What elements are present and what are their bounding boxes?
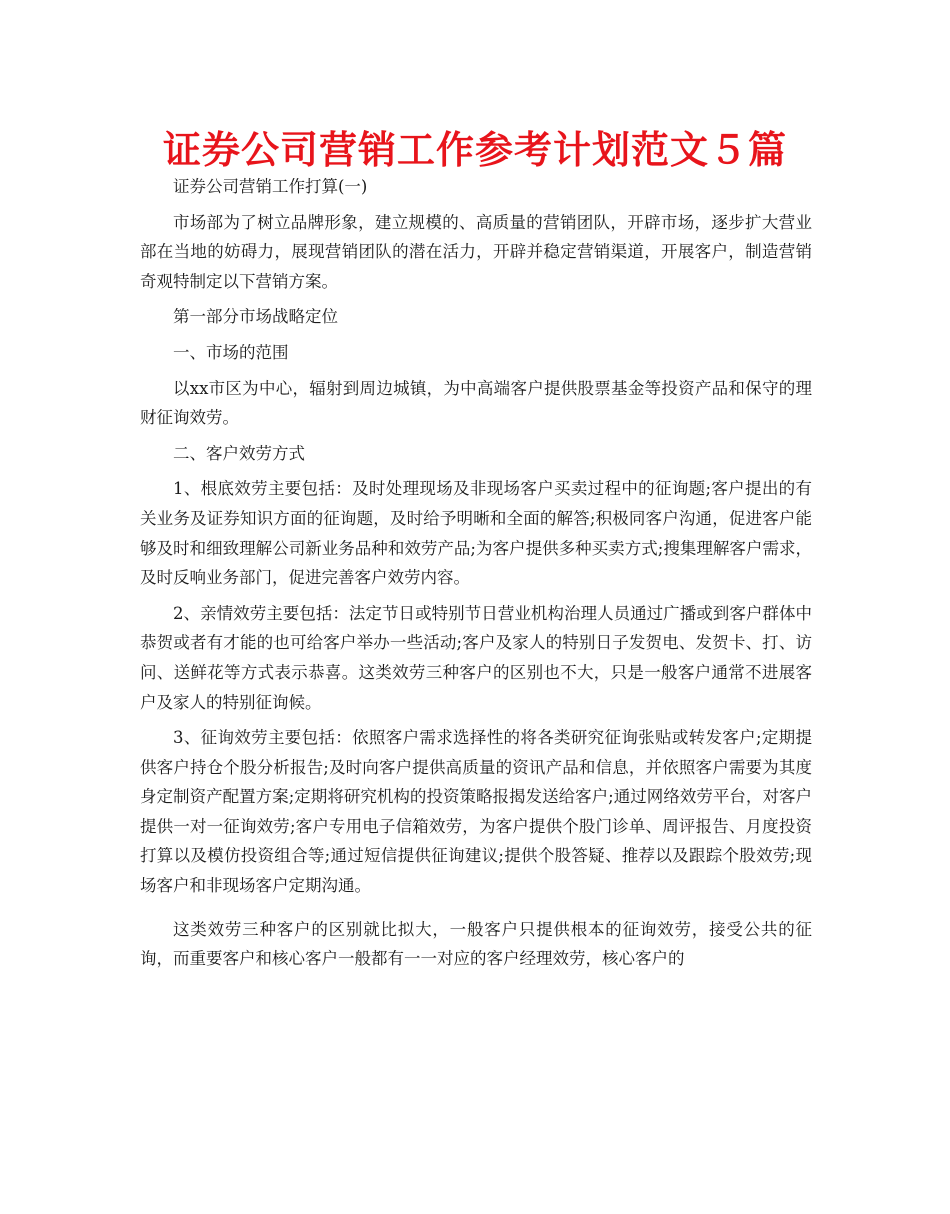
paragraph-consulting-service: 3、征询效劳主要包括：依照客户需求选择性的将各类研究征询张贴或转发客户;定期提供客户持仓个股分析报告;及时向客户提供高质量的资讯产品和信息，并依照客户需要为其度身定制资产配置方案;定期将研究机构的投资策略报揭发送给客户;通过网络效劳平台，对客户提供一对一征询效劳;客户专用电子信箱效劳，为客户提供个股门诊单、周评报告、月度投资打算以及模仿投资组合等;通过短信提供征询建议;提供个股答疑、推荐以及跟踪个股效劳;现场客户和非现场客户定期沟通。 xyxy=(140,728,812,896)
document-body xyxy=(140,172,812,980)
paragraph-family-service: 2、亲情效劳主要包括：法定节日或特别节日营业机构治理人员通过广播或到客户群体中恭贺或者有才能的也可给客户举办一些活动;客户及家人的特别日子发贺电、发贺卡、打、访问、送鲜花等方式表示恭喜。这类效劳三种客户的区别也不大，只是一般客户通常不进展客户及家人的特别征询候。 xyxy=(140,603,812,712)
paragraph-market-scope: 以xx市区为中心，辐射到周边城镇，为中高端客户提供股票基金等投资产品和保守的理财征询效劳。 xyxy=(140,378,812,428)
document-title: 证券公司营销工作参考计划范文５篇 xyxy=(162,128,787,172)
section-heading-part-1: 第一部分市场战略定位 xyxy=(173,307,338,327)
paragraph-intro: 市场部为了树立品牌形象，建立规模的、高质量的营销团队，开辟市场，逐步扩大营业部在当地的妨碍力，展现营销团队的潜在活力，开辟并稳定营销渠道，开展客户，制造营销奇观特制定以下营销方案。 xyxy=(140,212,812,291)
section-heading-plan-1: 证券公司营销工作打算(一) xyxy=(173,177,368,196)
paragraph-service-difference: 这类效劳三种客户的区别就比拟大，一般客户只提供根本的征询效劳，接受公共的征询，而重要客户和核心客户一般都有一一对应的客户经理效劳，核心客户的 xyxy=(140,919,812,969)
paragraph-basic-service: 1、根底效劳主要包括：及时处理现场及非现场客户买卖过程中的征询题;客户提出的有关业务及证券知识方面的征询题，及时给予明晰和全面的解答;积极同客户沟通，促进客户能够及时和细致理解公司新业务品种和效劳产品;为客户提供多种买卖方式;搜集理解客户需求，及时反响业务部门，促进完善客户效劳内容。 xyxy=(140,479,812,588)
subheading-service-mode: 二、客户效劳方式 xyxy=(173,443,305,463)
subheading-market-scope: 一、市场的范围 xyxy=(173,342,289,362)
